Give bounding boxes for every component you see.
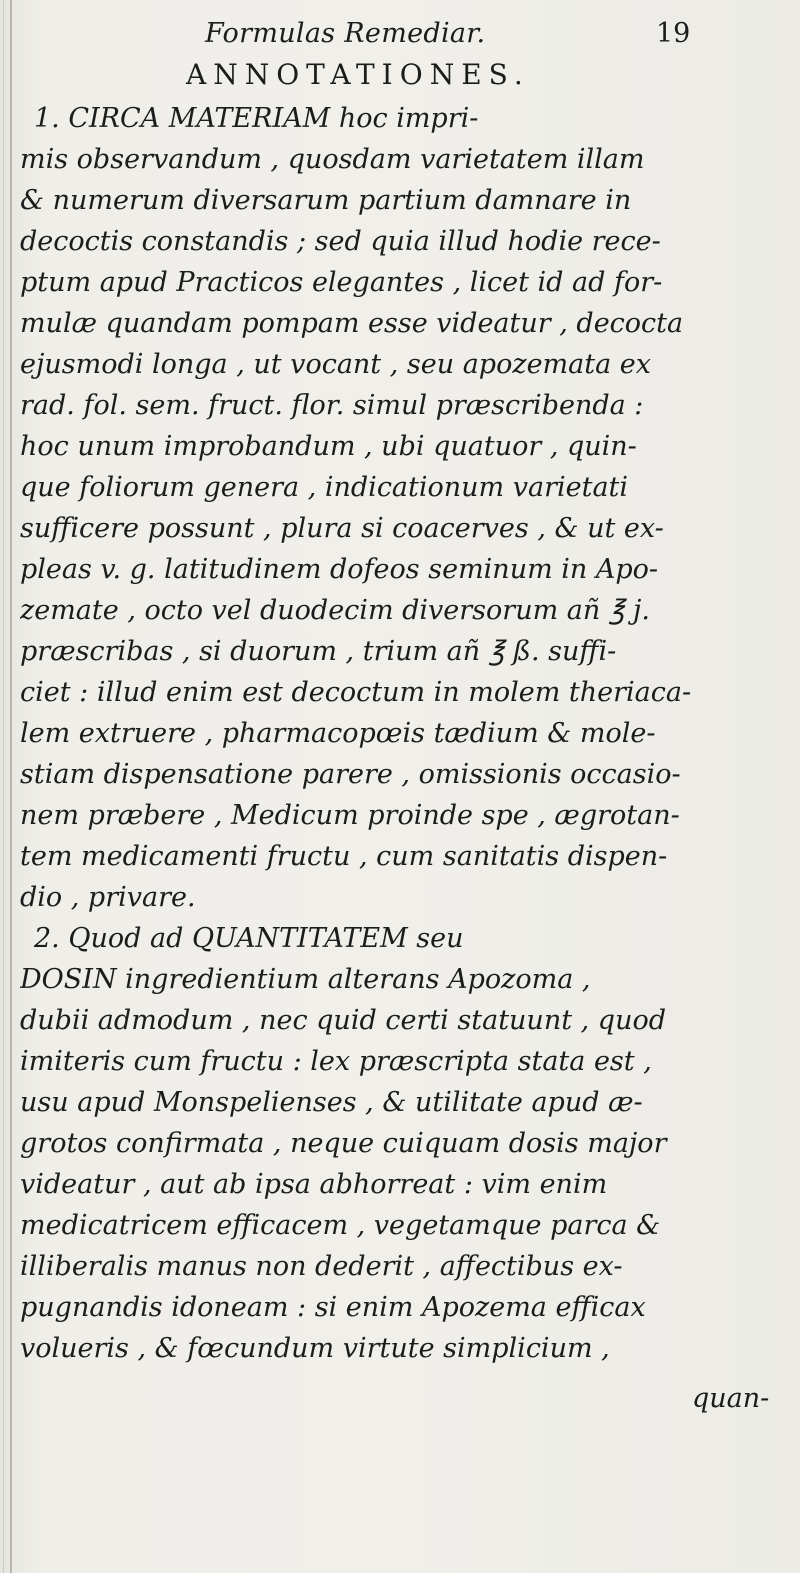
text-line: zemate , octo vel duodecim diversorum añ ℥ j. <box>20 595 650 626</box>
section-title: ANNOTATIONES. <box>186 58 530 91</box>
text-line: 1. CIRCA MATERIAM hoc impri- <box>34 103 479 134</box>
text-line: dubii admodum , nec quid certi statuunt , quod <box>20 1005 667 1036</box>
text-line: præscribas , si duorum , trium añ ℥ ß. suffi- <box>20 636 617 667</box>
text-line: mis observandum , quosdam varietatem illam <box>20 144 645 175</box>
text-line: grotos confirmata , neque cuiquam dosis major <box>20 1128 667 1159</box>
text-line: mulæ quandam pompam esse videatur , decocta <box>20 308 684 339</box>
text-line: decoctis constandis ; sed quia illud hodie rece- <box>20 226 661 257</box>
text-line: nem præbere , Medicum proinde spe , ægrotan- <box>20 800 680 831</box>
text-line: que foliorum genera , indicationum varietati <box>20 472 629 503</box>
text-line: tem medicamenti fructu , cum sanitatis dispen- <box>20 841 668 872</box>
text-line: rad. fol. sem. fruct. flor. simul præscribenda : <box>20 390 644 421</box>
page-edge-shadow <box>3 0 4 1573</box>
page-header <box>0 18 800 58</box>
page-gutter-line <box>10 0 12 1573</box>
text-line: pugnandis idoneam : si enim Apozema efficax <box>20 1292 646 1323</box>
text-line: volueris , & fœcundum virtute simplicium , <box>20 1333 610 1364</box>
text-line: medicatricem efficacem , vegetamque parca & <box>20 1210 661 1241</box>
text-line: hoc unum improbandum , ubi quatuor , quin- <box>20 431 637 462</box>
text-line: lem extruere , pharmacopœis tædium & mole- <box>20 718 656 749</box>
text-line: illiberalis manus non dederit , affectibus ex- <box>20 1251 623 1282</box>
text-line: dio , privare. <box>20 882 196 913</box>
text-line: ciet : illud enim est decoctum in molem theriaca- <box>20 677 692 708</box>
body-text <box>20 98 790 1369</box>
text-line: ejusmodi longa , ut vocant , seu apozemata ex <box>20 349 651 380</box>
text-line: stiam dispensatione parere , omissionis occasio- <box>20 759 681 790</box>
text-line: usu apud Monspelienses , & utilitate apud æ- <box>20 1087 643 1118</box>
text-line: & numerum diversarum partium damnare in <box>20 185 632 216</box>
running-head: Formulas Remediar. <box>205 18 486 49</box>
text-line: 2. Quod ad QUANTITATEM seu <box>34 923 464 954</box>
text-line: sufficere possunt , plura si coacerves , & ut ex- <box>20 513 664 544</box>
text-line: pleas v. g. latitudinem dofeos seminum in Apo- <box>20 554 659 585</box>
text-line: videatur , aut ab ipsa abhorreat : vim enim <box>20 1169 608 1200</box>
catchword: quan- <box>692 1383 770 1414</box>
text-line: ptum apud Practicos elegantes , licet id ad for- <box>20 267 663 298</box>
page-number: 19 <box>656 18 691 49</box>
text-line: DOSIN ingredientium alterans Apozoma , <box>20 964 591 995</box>
text-line: imiteris cum fructu : lex præscripta stata est , <box>20 1046 652 1077</box>
